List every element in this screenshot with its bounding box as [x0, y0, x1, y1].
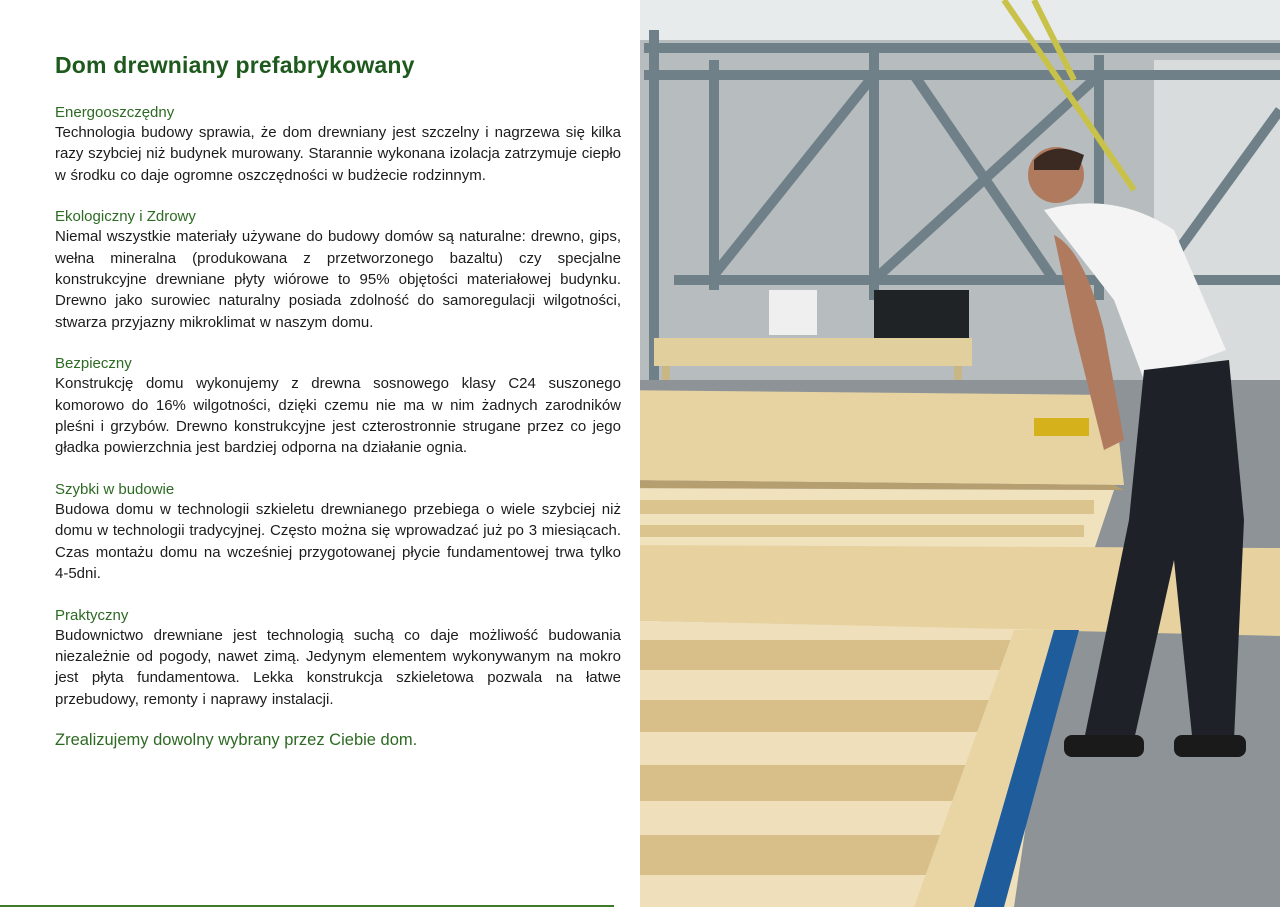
- closing-line: Zrealizujemy dowolny wybrany przez Ciebie dom.: [55, 731, 418, 750]
- section-heading: Praktyczny: [55, 606, 129, 624]
- section-heading: Energooszczędny: [55, 104, 175, 121]
- page-title: Dom drewniany prefabrykowany: [55, 52, 415, 78]
- section-eco: [55, 207, 621, 333]
- section-body: Technologia budowy sprawia, że dom drewniany jest szczelny i nagrzewa się kilka razy szybciej niż budynek murowany. Starannie wykonana izolacja zatrzymuje ciepło w środku co daje ogromne oszczędności w budżecie rodzinnym.: [55, 124, 621, 184]
- section-body: Niemal wszystkie materiały używane do budowy domów są naturalne: drewno, gips, wełna mineralna (produkowana z przetworzonego bazaltu) czy specjalne konstrukcyjne drewniane płyty wiórowe to 95% objętości materiałowej budynku. Drewno jako surowiec naturalny posiada zdolność do samoregulacji wilgotności, stwarza przyjazny mikroklimat w naszym domu.: [55, 228, 621, 331]
- factory-photo: [614, 0, 1280, 907]
- section-heading: Szybki w budowie: [55, 480, 175, 498]
- wood-panel: [614, 390, 1124, 485]
- workbench: [654, 338, 972, 366]
- section-body: Budownictwo drewniane jest technologią suchą co daje możliwość budowania niezależnie od pogody, nawet zimą. Jedynym elementem wykonywanym na mokro jest płyta fundamentowa. Lekka konstrukcja szkieletowa pozwala na łatwe przebudowy, remonty i naprawy instalacji.: [55, 626, 621, 708]
- section-practical: [55, 606, 621, 711]
- section-body: Konstrukcję domu wykonujemy z drewna sosnowego klasy C24 suszonego komorowo do 16% wilgotności, dzięki czemu nie ma w nim żadnych zarodników pleśni i grzybów. Drewno konstrukcyjne jest czterostronnie strugane przez co jego gładka powierzchnia jest bardziej odporna na działanie ognia.: [55, 375, 621, 457]
- section-heading: Ekologiczny i Zdrowy: [55, 208, 196, 226]
- factory-photo-illustration: [614, 0, 1280, 907]
- section-fast: [55, 480, 621, 585]
- section-safe: [55, 354, 621, 459]
- section-body: Budowa domu w technologii szkieletu drewnianego przebiega o wiele szybciej niż domu w technologii tradycyjnej. Często można się wprowadzać już po 3 miesiącach. Czas montażu domu na wcześniej przygotowanej płycie fundamentowej trwa tylko 4-5dni.: [55, 500, 621, 583]
- section-heading: Bezpieczny: [55, 355, 132, 373]
- section-energy: [55, 103, 621, 186]
- drill-icon: [1034, 418, 1089, 436]
